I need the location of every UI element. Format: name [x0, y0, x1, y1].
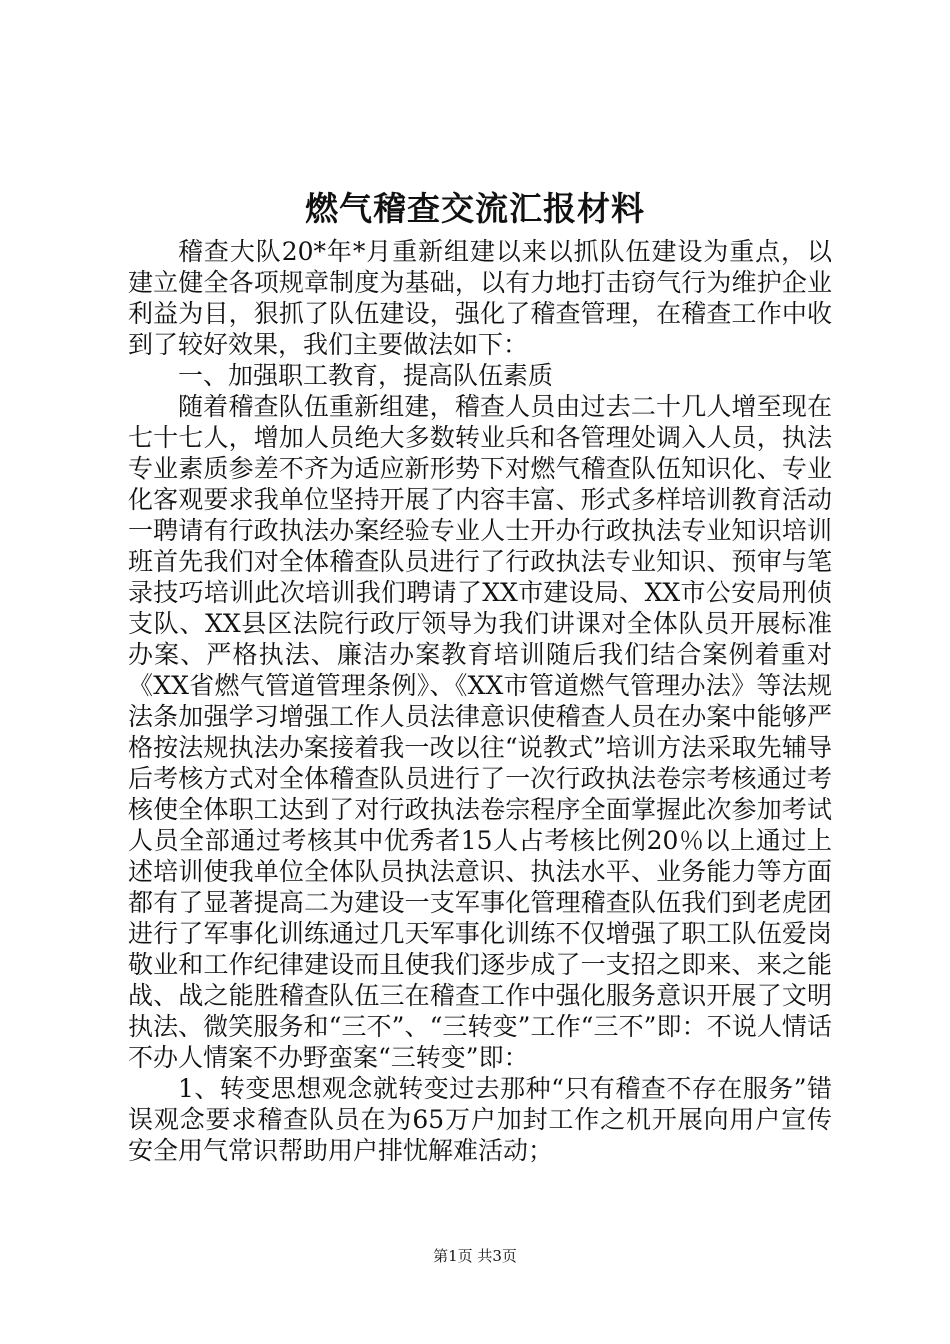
- page-footer: 第1页 共3页: [433, 1247, 517, 1265]
- intro-paragraph: 稽查大队20*年*月重新组建以来以抓队伍建设为重点，以建立健全各项规章制度为基础，以有力地打击窃气行为维护企业利益为目，狠抓了队伍建设，强化了稽查管理，在稽查工作中收到了较好效果，我们主要做法如下：: [128, 237, 832, 359]
- body-paragraph: 随着稽查队伍重新组建，稽查人员由过去二十几人增至现在七十七人，增加人员绝大多数转业兵和各管理处调入人员，执法专业素质参差不齐为适应新形势下对燃气稽查队伍知识化、专业化客观要求我单位坚持开展了内容丰富、形式多样培训教育活动一聘请有行政执法办案经验专业人士开办行政执法专业知识培训班首先我们对全体稽查队员进行了行政执法专业知识、预审与笔录技巧培训此次培训我们聘请了XX市建设局、XX市公安局刑侦支队、XX县区法院行政厅领导为我们讲课对全体队员开展标准办案、严格执法、廉洁办案教育培训随后我们结合案例着重对《XX省燃气管道管理条例》、《XX市管道燃气管理办法》等法规法条加强学习增强工作人员法律意识使稽查人员在办案中能够严格按法规执法办案接着我一改以往“说教式”培训方法采取先辅导后考核方式对全体稽查队员进行了一次行政执法卷宗考核通过考核使全体职工达到了对行政执法卷宗程序全面掌握此次参加考试人员全部通过考核其中优秀者15人占考核比例20％以上通过上述培训使我单位全体队员执法意识、执法水平、业务能力等方面都有了显著提高二为建设一支军事化管理稽查队伍我们到老虎团进行了军事化训练通过几天军事化训练不仅增强了职工队伍爱岗敬业和工作纪律建设而且使我们逐步成了一支招之即来、来之能战、战之能胜稽查队伍三在稽查工作中强化服务意识开展了文明执法、微笑服务和“三不”、“三转变”工作“三不”即：不说人情话不办人情案不办野蛮案“三转变”即：: [128, 392, 832, 1072]
- list-item-paragraph: 1、转变思想观念就转变过去那种“只有稽查不存在服务”错误观念要求稽查队员在为65万户加封工作之机开展向用户宣传安全用气常识帮助用户排忧解难活动；: [128, 1074, 832, 1165]
- document-body: [128, 236, 832, 1166]
- document-title: 燃气稽查交流汇报材料: [305, 189, 645, 228]
- section-heading: 一、加强职工教育，提高队伍素质: [178, 361, 554, 390]
